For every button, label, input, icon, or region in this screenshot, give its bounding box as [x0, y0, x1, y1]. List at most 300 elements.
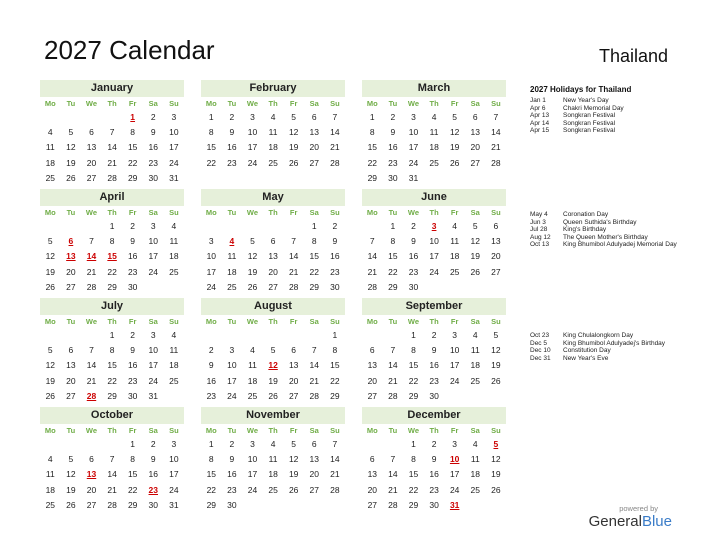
day-cell: 16	[148, 469, 158, 480]
brand-name-general: General	[588, 513, 642, 530]
day-cell: 8	[130, 127, 136, 138]
day-cell: 30	[429, 390, 439, 401]
day-cell: 27	[309, 484, 319, 495]
day-cell: 15	[388, 251, 398, 262]
day-cell: 20	[367, 484, 378, 495]
day-cell: 9	[150, 127, 156, 138]
month-name: September	[362, 298, 506, 315]
weekday-label: Mo	[205, 426, 217, 435]
day-cell: 22	[408, 375, 419, 386]
holiday-date: 15	[107, 251, 117, 262]
day-cell: 5	[68, 127, 74, 138]
weekday-label: We	[85, 208, 98, 217]
day-cell: 30	[127, 390, 138, 401]
weekday-label: Mo	[44, 208, 56, 217]
day-cell: 27	[86, 172, 97, 183]
empty-day-cell	[222, 219, 243, 234]
country-label: Thailand	[598, 46, 668, 66]
day-cell: 14	[330, 454, 340, 465]
empty-day-cell	[201, 328, 222, 343]
day-cell: 15	[127, 142, 138, 153]
weekday-label: We	[246, 208, 259, 217]
day-cell: 9	[431, 454, 437, 465]
weekday-label: We	[85, 317, 98, 326]
day-cell: 5	[68, 454, 74, 465]
day-cell: 8	[411, 454, 416, 465]
day-cell: 24	[148, 375, 158, 386]
day-cell: 24	[206, 281, 217, 292]
holiday-date-text: Apr 15	[530, 127, 550, 135]
day-cell: 28	[367, 281, 378, 292]
month-name: August	[201, 298, 345, 315]
holiday-name: Constitution Day	[563, 347, 611, 355]
day-cell: 7	[493, 112, 499, 122]
empty-day-cell	[40, 437, 61, 452]
weekday-label: Mo	[205, 208, 217, 217]
day-cell: 21	[107, 484, 117, 495]
day-cell: 7	[291, 236, 297, 247]
weekday-label: Fr	[128, 426, 137, 435]
holiday-date-text: Aug 12	[530, 233, 551, 241]
day-cell: 19	[288, 469, 299, 480]
day-cell: 25	[429, 157, 439, 168]
weekday-label: Th	[107, 317, 117, 326]
day-cell: 26	[449, 157, 460, 168]
weekday-label: Th	[429, 426, 439, 435]
day-cell: 26	[491, 484, 501, 495]
day-cell: 2	[150, 112, 156, 122]
holiday-name: The Queen Mother's Birthday	[563, 233, 648, 241]
day-cell: 12	[288, 127, 299, 138]
day-cell: 4	[270, 439, 276, 449]
weekday-label: Th	[268, 208, 278, 217]
month-january	[40, 80, 184, 186]
day-cell: 19	[491, 360, 501, 371]
weekday-label: Tu	[388, 208, 398, 217]
day-cell: 18	[429, 142, 439, 153]
day-cell: 11	[169, 236, 179, 247]
day-cell: 13	[66, 360, 76, 371]
month-days-grid	[40, 97, 184, 186]
holiday-row	[530, 211, 700, 219]
holiday-row	[530, 120, 700, 128]
day-cell: 25	[169, 266, 179, 277]
weekday-label: Tu	[388, 426, 398, 435]
day-cell: 14	[86, 360, 97, 371]
day-cell: 23	[227, 484, 237, 495]
empty-day-cell	[242, 219, 263, 234]
day-cell: 6	[311, 439, 317, 449]
weekday-label: Fr	[128, 317, 137, 326]
day-cell: 27	[309, 157, 319, 168]
day-cell: 6	[472, 112, 478, 122]
day-cell: 17	[247, 142, 258, 153]
day-cell: 24	[429, 266, 439, 277]
month-days-grid	[40, 315, 184, 404]
weekday-label: We	[407, 317, 420, 326]
day-cell: 6	[270, 236, 276, 247]
day-cell: 29	[206, 499, 217, 510]
day-cell: 6	[369, 345, 375, 356]
day-cell: 24	[247, 484, 258, 495]
holiday-date-text: May 4	[530, 211, 548, 218]
day-cell: 18	[470, 360, 480, 371]
day-cell: 21	[330, 142, 340, 153]
day-cell: 28	[107, 499, 117, 510]
day-cell: 1	[208, 112, 214, 122]
month-days-grid	[362, 206, 506, 295]
holiday-name: King Bhumibol Adulyadej's Birthday	[563, 339, 666, 347]
day-cell: 23	[206, 390, 217, 401]
weekday-label: Su	[330, 208, 340, 217]
day-cell: 26	[288, 157, 299, 168]
day-cell: 13	[491, 236, 501, 247]
empty-day-cell	[102, 110, 123, 125]
day-cell: 15	[408, 469, 419, 480]
day-cell: 7	[332, 439, 338, 449]
day-cell: 26	[491, 375, 501, 386]
day-cell: 28	[388, 390, 398, 401]
day-cell: 20	[66, 266, 76, 277]
day-cell: 23	[408, 266, 419, 277]
holiday-date-text: Jun 3	[530, 218, 546, 226]
day-cell: 17	[449, 360, 460, 371]
day-cell: 20	[288, 375, 299, 386]
holiday-row	[530, 355, 700, 363]
day-cell: 26	[268, 390, 278, 401]
day-cell: 10	[429, 236, 439, 247]
empty-day-cell	[81, 219, 102, 234]
day-cell: 12	[288, 454, 299, 465]
day-cell: 25	[268, 484, 278, 495]
weekday-label: Tu	[227, 317, 237, 326]
day-cell: 6	[369, 454, 375, 465]
day-cell: 4	[47, 454, 53, 465]
weekday-label: Mo	[44, 426, 56, 435]
day-cell: 16	[429, 360, 439, 371]
day-cell: 3	[250, 112, 255, 122]
day-cell: 14	[309, 360, 319, 371]
month-name: October	[40, 407, 184, 424]
day-cell: 10	[148, 345, 158, 356]
day-cell: 1	[109, 221, 115, 231]
empty-day-cell	[102, 437, 123, 452]
day-cell: 15	[206, 142, 217, 153]
day-cell: 10	[206, 251, 217, 262]
day-cell: 14	[107, 469, 117, 480]
day-cell: 14	[367, 251, 378, 262]
month-days-grid	[201, 315, 345, 419]
day-cell: 7	[390, 454, 396, 465]
day-cell: 27	[367, 499, 378, 510]
weekday-label: Su	[169, 317, 179, 326]
day-cell: 10	[247, 127, 258, 138]
day-cell: 25	[45, 172, 56, 183]
day-cell: 26	[45, 390, 56, 401]
holiday-date-text: Apr 13	[530, 112, 550, 120]
day-cell: 3	[171, 112, 177, 122]
day-cell: 8	[208, 454, 214, 465]
weekday-label: Sa	[309, 317, 319, 326]
day-cell: 30	[127, 281, 138, 292]
weekday-label: Su	[169, 426, 179, 435]
weekday-label: Th	[429, 317, 439, 326]
holiday-name: Queen Suthida's Birthday	[563, 218, 637, 226]
month-days-grid	[40, 206, 184, 295]
day-cell: 1	[390, 221, 396, 231]
holiday-list	[530, 211, 700, 249]
powered-by-label: powered by	[619, 504, 658, 513]
day-cell: 27	[66, 390, 76, 401]
day-cell: 29	[309, 281, 319, 292]
day-cell: 7	[332, 112, 338, 122]
weekday-label: Fr	[450, 426, 459, 435]
holiday-name: Songkran Festival	[563, 112, 616, 120]
weekday-label: We	[85, 426, 98, 435]
day-cell: 10	[169, 127, 179, 138]
day-cell: 22	[408, 484, 419, 495]
day-cell: 1	[109, 330, 115, 340]
day-cell: 22	[367, 157, 378, 168]
day-cell: 10	[227, 360, 237, 371]
day-cell: 22	[206, 157, 217, 168]
day-cell: 11	[268, 454, 278, 465]
brand-name-blue: Blue	[641, 513, 672, 530]
day-cell: 21	[86, 375, 97, 386]
weekday-label: We	[246, 99, 259, 108]
day-cell: 20	[86, 157, 97, 168]
month-days-grid	[362, 315, 506, 404]
weekday-label: Tu	[66, 99, 76, 108]
day-cell: 28	[107, 172, 117, 183]
day-cell: 7	[109, 454, 115, 465]
day-cell: 10	[449, 345, 460, 356]
day-cell: 8	[369, 127, 375, 138]
day-cell: 21	[491, 142, 501, 153]
month-name: April	[40, 189, 184, 206]
day-cell: 21	[86, 266, 97, 277]
day-cell: 7	[369, 236, 375, 247]
day-cell: 11	[470, 345, 480, 356]
day-cell: 11	[248, 360, 257, 371]
day-cell: 2	[431, 439, 437, 449]
day-cell: 29	[330, 390, 340, 401]
weekday-label: Th	[107, 426, 117, 435]
day-cell: 23	[127, 266, 138, 277]
day-cell: 25	[470, 375, 480, 386]
day-cell: 29	[127, 172, 138, 183]
day-cell: 19	[45, 266, 56, 277]
day-cell: 26	[470, 266, 480, 277]
day-cell: 20	[86, 484, 97, 495]
day-cell: 29	[388, 281, 398, 292]
day-cell: 9	[411, 236, 416, 247]
day-cell: 2	[229, 439, 235, 449]
weekday-label: Tu	[388, 317, 398, 326]
day-cell: 16	[330, 251, 340, 262]
day-cell: 8	[390, 236, 396, 247]
day-cell: 11	[45, 142, 55, 153]
day-cell: 2	[130, 330, 136, 340]
day-cell: 28	[330, 484, 340, 495]
holiday-date: 31	[449, 499, 460, 510]
weekday-label: Fr	[450, 99, 459, 108]
day-cell: 20	[367, 375, 378, 386]
day-cell: 2	[431, 330, 437, 340]
day-cell: 8	[109, 345, 115, 356]
day-cell: 23	[429, 484, 439, 495]
holiday-date-text: Apr 6	[530, 104, 546, 112]
day-cell: 28	[288, 281, 299, 292]
day-cell: 13	[288, 360, 299, 371]
day-cell: 4	[270, 112, 276, 122]
weekday-label: Mo	[366, 99, 378, 108]
day-cell: 13	[268, 251, 278, 262]
day-cell: 2	[411, 221, 416, 231]
holiday-name: Songkran Festival	[563, 127, 616, 135]
day-cell: 5	[250, 236, 255, 247]
month-days-grid	[201, 206, 345, 310]
day-cell: 13	[309, 454, 319, 465]
weekday-label: Sa	[309, 99, 319, 108]
empty-day-cell	[40, 328, 61, 343]
weekday-label: Mo	[205, 317, 217, 326]
day-cell: 6	[311, 112, 317, 122]
month-days-grid	[201, 97, 345, 171]
weekday-label: We	[407, 208, 420, 217]
day-cell: 2	[150, 439, 156, 449]
empty-day-cell	[362, 219, 383, 234]
day-cell: 18	[268, 469, 278, 480]
day-cell: 11	[450, 236, 460, 247]
day-cell: 9	[130, 236, 136, 247]
holiday-row	[530, 105, 700, 113]
day-cell: 7	[390, 345, 396, 356]
day-cell: 16	[148, 142, 158, 153]
day-cell: 4	[452, 221, 458, 231]
day-cell: 15	[309, 251, 319, 262]
month-november	[201, 407, 345, 513]
day-cell: 22	[127, 484, 138, 495]
page-title: 2027 Calendar	[44, 35, 215, 65]
holiday-name: Chakri Memorial Day	[563, 104, 624, 112]
day-cell: 30	[388, 172, 398, 183]
day-cell: 21	[107, 157, 117, 168]
empty-day-cell	[304, 328, 325, 343]
day-cell: 6	[68, 345, 74, 356]
day-cell: 9	[130, 345, 136, 356]
weekday-label: Su	[169, 208, 179, 217]
day-cell: 8	[208, 127, 214, 138]
weekday-label: Sa	[309, 208, 319, 217]
day-cell: 1	[208, 439, 214, 449]
day-cell: 9	[150, 454, 156, 465]
day-cell: 15	[330, 360, 340, 371]
day-cell: 26	[45, 281, 56, 292]
day-cell: 30	[148, 499, 158, 510]
day-cell: 5	[291, 439, 297, 449]
day-cell: 27	[268, 281, 278, 292]
month-days-grid	[362, 424, 506, 513]
empty-day-cell	[242, 328, 263, 343]
weekday-label: Th	[429, 208, 439, 217]
holiday-row	[530, 347, 700, 355]
day-cell: 9	[332, 236, 338, 247]
day-cell: 24	[227, 390, 237, 401]
day-cell: 3	[250, 439, 255, 449]
day-cell: 30	[408, 281, 419, 292]
day-cell: 23	[388, 157, 398, 168]
holiday-date: 23	[148, 484, 158, 495]
day-cell: 15	[107, 360, 117, 371]
day-cell: 20	[491, 251, 501, 262]
weekday-label: Fr	[289, 99, 298, 108]
holiday-date: 4	[229, 236, 235, 247]
holiday-date-text: Dec 5	[530, 339, 547, 347]
month-august	[201, 298, 345, 419]
holiday-date-text: Jan 1	[530, 97, 546, 104]
day-cell: 24	[247, 157, 258, 168]
day-cell: 22	[309, 266, 319, 277]
weekday-label: Th	[429, 99, 439, 108]
weekday-label: Su	[330, 426, 340, 435]
day-cell: 26	[288, 484, 299, 495]
day-cell: 19	[66, 484, 76, 495]
day-cell: 16	[127, 251, 138, 262]
day-cell: 17	[247, 469, 258, 480]
day-cell: 2	[229, 112, 235, 122]
day-cell: 22	[206, 484, 217, 495]
day-cell: 25	[227, 281, 237, 292]
day-cell: 24	[169, 484, 179, 495]
day-cell: 3	[171, 439, 177, 449]
day-cell: 25	[449, 266, 460, 277]
holiday-list	[530, 85, 700, 135]
day-cell: 18	[470, 469, 480, 480]
day-cell: 18	[227, 266, 237, 277]
holiday-date: 12	[268, 360, 278, 371]
weekday-label: Tu	[66, 426, 76, 435]
weekday-label: Sa	[309, 426, 319, 435]
holiday-date: 10	[449, 454, 460, 465]
holiday-row	[530, 340, 700, 348]
day-cell: 28	[86, 281, 97, 292]
weekday-label: Sa	[470, 426, 480, 435]
month-september	[362, 298, 506, 404]
day-cell: 17	[449, 469, 460, 480]
weekday-label: Tu	[388, 99, 398, 108]
empty-day-cell	[40, 110, 61, 125]
weekday-label: We	[407, 426, 420, 435]
day-cell: 16	[206, 375, 217, 386]
day-cell: 28	[388, 499, 398, 510]
holiday-date-text: Oct 23	[530, 332, 550, 339]
day-cell: 22	[107, 375, 117, 386]
holiday-date: 1	[130, 112, 136, 122]
day-cell: 20	[309, 142, 319, 153]
day-cell: 26	[66, 172, 76, 183]
day-cell: 4	[472, 330, 478, 340]
holiday-row	[530, 97, 700, 105]
day-cell: 9	[229, 127, 235, 138]
weekday-label: Th	[268, 317, 278, 326]
holiday-row	[530, 219, 700, 227]
empty-day-cell	[222, 328, 243, 343]
day-cell: 2	[332, 221, 338, 231]
weekday-label: Fr	[289, 208, 298, 217]
weekday-label: Mo	[44, 317, 56, 326]
day-cell: 12	[247, 251, 258, 262]
